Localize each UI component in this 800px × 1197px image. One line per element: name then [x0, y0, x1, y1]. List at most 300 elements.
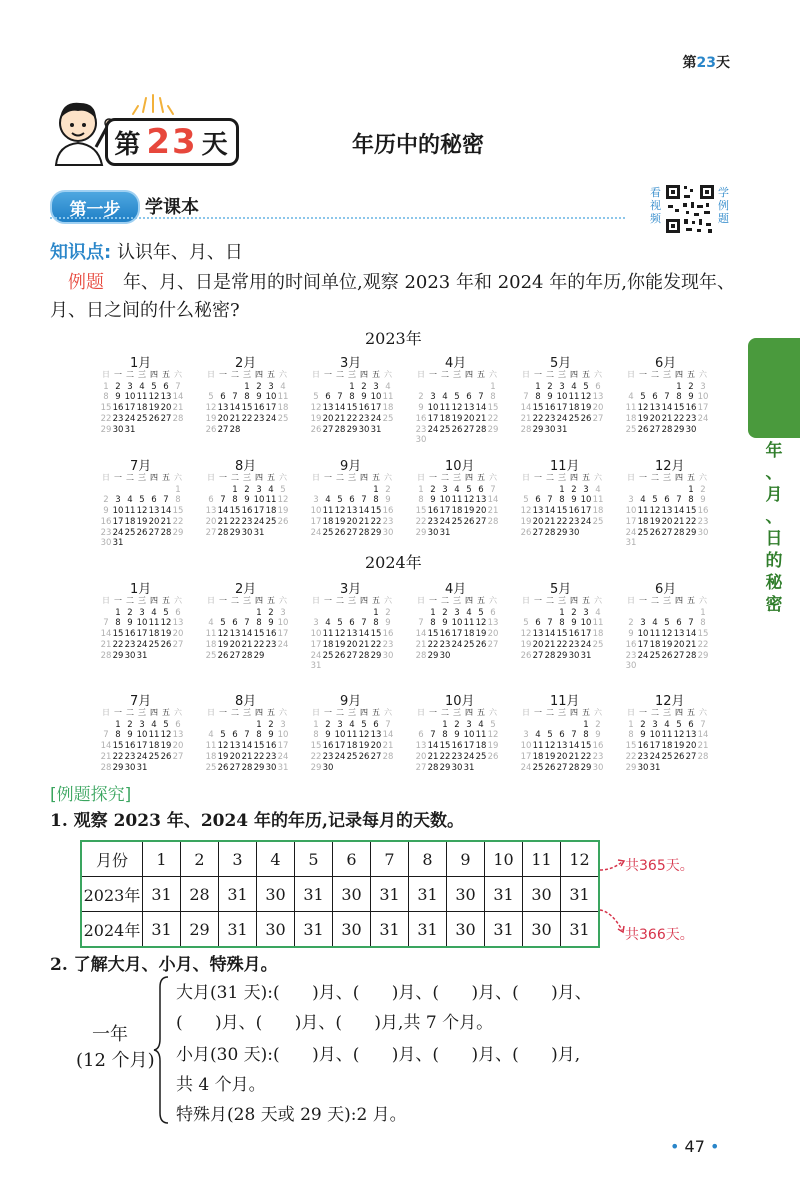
- side-tab-block: [748, 338, 800, 438]
- weekday-label: 六: [594, 473, 602, 482]
- day-cell: 9: [115, 392, 121, 403]
- day-cell: [487, 763, 499, 774]
- day-cell: 5: [490, 719, 496, 730]
- table-cell: 29: [181, 912, 219, 948]
- week-row: [310, 720, 400, 731]
- day-cell: 30: [322, 762, 334, 773]
- day-cell: 16: [382, 629, 394, 640]
- week-row: [100, 495, 190, 506]
- weekday-header: [520, 708, 610, 719]
- day-cell: [649, 485, 661, 496]
- day-cell: 13: [556, 741, 568, 752]
- day-cell: 14: [382, 730, 394, 741]
- day-cell: 15: [685, 506, 697, 517]
- side-char: 秘: [765, 573, 783, 593]
- day-cell: 3: [139, 607, 145, 618]
- day-cell: 3: [466, 719, 472, 730]
- weekday-label: 三: [348, 370, 356, 379]
- day-cell: [370, 661, 382, 672]
- day-cell: 6: [535, 618, 541, 629]
- day-cell: 31: [310, 661, 322, 672]
- day-cell: 30: [358, 424, 370, 435]
- step-pill: 第一步: [50, 190, 140, 224]
- day-cell: 11: [568, 392, 580, 403]
- day-cell: 25: [451, 516, 463, 527]
- weekday-label: 六: [384, 596, 392, 605]
- day-cell: 2: [268, 607, 274, 618]
- day-cell: 23: [382, 639, 394, 650]
- day-cell: 9: [127, 730, 133, 741]
- day-cell: 14: [661, 403, 673, 414]
- day-cell: 20: [685, 741, 697, 752]
- day-cell: 20: [673, 639, 685, 650]
- day-cell: 11: [148, 730, 160, 741]
- day-cell: [532, 485, 544, 496]
- weekday-label: 一: [114, 708, 122, 717]
- weekday-label: 一: [219, 370, 227, 379]
- table-cell: 10: [485, 841, 523, 877]
- day-cell: 7: [430, 730, 436, 741]
- day-cell: 21: [475, 413, 487, 424]
- day-cell: 16: [100, 516, 112, 527]
- day-cell: 9: [547, 392, 553, 403]
- day-cell: 6: [232, 618, 238, 629]
- day-cell: [637, 608, 649, 619]
- month-name: 2月: [235, 582, 257, 597]
- day-cell: 30: [124, 650, 136, 661]
- weekday-label: 日: [312, 370, 320, 379]
- day-cell: [322, 485, 334, 496]
- day-cell: 8: [115, 618, 121, 629]
- month-calendar: [205, 578, 295, 661]
- day-cell: [685, 608, 697, 619]
- week-row: [100, 763, 190, 774]
- day-badge: [105, 118, 239, 166]
- day-cell: 16: [124, 629, 136, 640]
- weekday-label: 三: [558, 708, 566, 717]
- day-cell: [100, 485, 112, 496]
- day-cell: 4: [595, 607, 601, 618]
- day-cell: 1: [256, 607, 262, 618]
- day-cell: [217, 382, 229, 393]
- day-cell: 22: [370, 516, 382, 527]
- day-cell: 17: [463, 741, 475, 752]
- day-cell: 17: [310, 516, 322, 527]
- answer-line-4: 共 4 个月。: [176, 1075, 266, 1095]
- qr-caption-left: 看视频: [650, 186, 661, 225]
- corner-suffix: 天: [716, 55, 730, 71]
- day-cell: 17: [136, 629, 148, 640]
- day-cell: 22: [625, 751, 637, 762]
- day-cell: 1: [373, 484, 379, 495]
- day-cell: 26: [148, 413, 160, 424]
- month-calendar: [520, 455, 610, 538]
- day-cell: 15: [415, 506, 427, 517]
- weekday-label: 三: [453, 370, 461, 379]
- day-cell: 4: [151, 719, 157, 730]
- day-cell: 9: [361, 392, 367, 403]
- day-cell: [148, 651, 160, 662]
- month-name: 4月: [445, 356, 467, 371]
- weekday-label: 一: [534, 473, 542, 482]
- day-cell: 19: [451, 413, 463, 424]
- day-cell: 14: [241, 741, 253, 752]
- day-cell: [637, 485, 649, 496]
- day-cell: 20: [172, 741, 184, 752]
- day-cell: [124, 538, 136, 549]
- day-cell: [148, 538, 160, 549]
- day-cell: [148, 485, 160, 496]
- day-cell: 14: [160, 506, 172, 517]
- day-cell: 23: [625, 650, 637, 661]
- side-char: 、: [765, 507, 783, 527]
- weekday-label: 六: [279, 473, 287, 482]
- day-cell: [382, 763, 394, 774]
- day-cell: [637, 382, 649, 393]
- weekday-header: [100, 473, 190, 484]
- day-cell: 3: [700, 381, 706, 392]
- day-cell: 14: [544, 629, 556, 640]
- day-cell: 21: [415, 639, 427, 650]
- day-cell: 23: [439, 639, 451, 650]
- week-row: [625, 485, 715, 496]
- day-cell: 21: [661, 413, 673, 424]
- table-cell: 30: [523, 877, 561, 912]
- day-cell: [277, 651, 289, 662]
- week-row: [625, 661, 715, 672]
- day-cell: 1: [244, 381, 250, 392]
- day-cell: 19: [463, 506, 475, 517]
- day-cell: 9: [571, 618, 577, 629]
- day-cell: 8: [232, 495, 238, 506]
- day-cell: 16: [112, 403, 124, 414]
- day-cell: 22: [697, 639, 709, 650]
- day-cell: 16: [637, 741, 649, 752]
- day-cell: 16: [241, 506, 253, 517]
- day-cell: 25: [439, 424, 451, 435]
- day-cell: 11: [346, 730, 358, 741]
- day-cell: 11: [439, 403, 451, 414]
- week-row: [415, 403, 505, 414]
- day-cell: 19: [160, 629, 172, 640]
- weekday-label: 四: [570, 708, 578, 717]
- table-cell: 7: [371, 841, 409, 877]
- day-cell: 12: [160, 730, 172, 741]
- day-cell: 19: [334, 516, 346, 527]
- month-name: 1月: [130, 356, 152, 371]
- weekday-label: 四: [255, 473, 263, 482]
- note-366: 共366天。: [625, 927, 694, 943]
- day-cell: 13: [160, 392, 172, 403]
- day-cell: 7: [676, 495, 682, 506]
- day-cell: [322, 382, 334, 393]
- day-cell: 3: [313, 618, 319, 629]
- day-cell: 9: [418, 403, 424, 414]
- day-cell: 5: [676, 719, 682, 730]
- day-cell: 30: [382, 650, 394, 661]
- weekday-label: 六: [279, 370, 287, 379]
- day-cell: 25: [568, 413, 580, 424]
- weekday-label: 日: [522, 708, 530, 717]
- day-cell: [160, 538, 172, 549]
- weekday-label: 二: [546, 596, 554, 605]
- day-cell: 31: [625, 538, 637, 549]
- day-cell: 4: [652, 618, 658, 629]
- day-cell: [310, 382, 322, 393]
- table-cell: 30: [447, 877, 485, 912]
- day-cell: 5: [583, 381, 589, 392]
- month-name: 12月: [655, 694, 685, 709]
- day-cell: 27: [217, 424, 229, 435]
- week-row: [310, 506, 400, 517]
- day-cell: 4: [640, 495, 646, 506]
- day-cell: [148, 425, 160, 436]
- week-row: [310, 629, 400, 640]
- day-cell: 26: [520, 650, 532, 661]
- day-cell: 8: [115, 730, 121, 741]
- weekday-label: 二: [231, 370, 239, 379]
- day-cell: 11: [592, 618, 604, 629]
- day-cell: [136, 425, 148, 436]
- month-calendar: [100, 690, 190, 773]
- answer-line-1[interactable]: 大月(31 天):( )月、( )月、( )月、( )月、: [176, 983, 592, 1003]
- day-cell: 15: [532, 403, 544, 414]
- day-cell: 5: [163, 607, 169, 618]
- week-row: [100, 506, 190, 517]
- month-name: 5月: [550, 356, 572, 371]
- weekday-label: 一: [114, 596, 122, 605]
- day-cell: 14: [334, 403, 346, 414]
- weekday-label: 五: [267, 708, 275, 717]
- day-cell: [205, 382, 217, 393]
- day-cell: 20: [205, 516, 217, 527]
- day-cell: 7: [163, 495, 169, 506]
- day-cell: 1: [115, 607, 121, 618]
- day-cell: 5: [523, 618, 529, 629]
- day-cell: 12: [451, 403, 463, 414]
- day-cell: 13: [346, 506, 358, 517]
- day-cell: 13: [148, 506, 160, 517]
- day-cell: 6: [652, 392, 658, 403]
- weekday-label: 一: [219, 473, 227, 482]
- weekday-label: 日: [312, 708, 320, 717]
- day-cell: 28: [100, 762, 112, 773]
- weekday-label: 五: [477, 708, 485, 717]
- day-cell: 10: [637, 629, 649, 640]
- week-row: [310, 414, 400, 425]
- day-cell: 9: [325, 730, 331, 741]
- day-cell: 28: [544, 527, 556, 538]
- weekday-label: 一: [219, 596, 227, 605]
- day-cell: 1: [559, 607, 565, 618]
- day-cell: 16: [124, 741, 136, 752]
- day-cell: 3: [652, 719, 658, 730]
- day-cell: 29: [370, 527, 382, 538]
- side-char: 、: [765, 463, 783, 483]
- day-cell: 28: [358, 527, 370, 538]
- table-row: [81, 877, 599, 912]
- day-cell: 20: [532, 639, 544, 650]
- weekday-label: 六: [699, 370, 707, 379]
- weekday-label: 一: [429, 370, 437, 379]
- day-cell: 6: [325, 392, 331, 403]
- day-cell: 26: [358, 751, 370, 762]
- day-cell: 24: [697, 413, 709, 424]
- weekday-label: 四: [675, 596, 683, 605]
- table-cell: 31: [371, 877, 409, 912]
- day-cell: 17: [520, 751, 532, 762]
- corner-prefix: 第: [682, 55, 697, 71]
- weekday-label: 五: [372, 370, 380, 379]
- side-tab-text: [752, 440, 796, 616]
- weekday-label: 二: [441, 596, 449, 605]
- week-row: [415, 392, 505, 403]
- table-cell: 4: [257, 841, 295, 877]
- day-cell: 6: [175, 607, 181, 618]
- day-cell: 22: [112, 639, 124, 650]
- answer-line-3[interactable]: 小月(30 天):( )月、( )月、( )月、( )月,: [176, 1045, 581, 1065]
- day-cell: 18: [322, 639, 334, 650]
- weekday-label: 四: [570, 473, 578, 482]
- day-cell: 4: [628, 392, 634, 403]
- month-name: 6月: [655, 356, 677, 371]
- day-cell: 17: [439, 506, 451, 517]
- day-cell: [685, 661, 697, 672]
- week-row: [520, 720, 610, 731]
- day-cell: 22: [673, 413, 685, 424]
- week-row: [205, 730, 295, 741]
- week-row: [310, 608, 400, 619]
- day-cell: 18: [592, 506, 604, 517]
- day-cell: 28: [217, 527, 229, 538]
- day-cell: 26: [520, 527, 532, 538]
- day-cell: 27: [556, 762, 568, 773]
- week-row: [205, 403, 295, 414]
- day-cell: 18: [148, 741, 160, 752]
- day-cell: 23: [253, 413, 265, 424]
- day-cell: 27: [229, 762, 241, 773]
- week-row: [205, 528, 295, 539]
- day-cell: 4: [466, 607, 472, 618]
- qr-code-icon[interactable]: [664, 183, 716, 235]
- day-cell: 6: [664, 495, 670, 506]
- day-cell: 27: [172, 639, 184, 650]
- day-cell: 4: [208, 618, 214, 629]
- day-cell: 21: [334, 413, 346, 424]
- month-name: 9月: [340, 459, 362, 474]
- month-name: 8月: [235, 459, 257, 474]
- day-cell: 27: [415, 762, 427, 773]
- month-calendar: [205, 352, 295, 435]
- day-cell: 28: [427, 762, 439, 773]
- day-cell: 30: [625, 661, 637, 672]
- day-cell: [358, 608, 370, 619]
- week-row: [205, 425, 295, 436]
- week-row: [100, 392, 190, 403]
- day-cell: 2: [430, 484, 436, 495]
- day-cell: 8: [349, 392, 355, 403]
- table-cell: 30: [257, 912, 295, 948]
- week-row: [310, 517, 400, 528]
- day-cell: 12: [637, 403, 649, 414]
- day-cell: [310, 485, 322, 496]
- weekday-label: 五: [372, 708, 380, 717]
- weekday-label: 一: [429, 708, 437, 717]
- day-cell: 14: [697, 730, 709, 741]
- day-cell: 9: [268, 618, 274, 629]
- day-cell: 30: [382, 527, 394, 538]
- day-cell: 7: [664, 392, 670, 403]
- day-cell: [544, 720, 556, 731]
- weekday-label: 二: [546, 473, 554, 482]
- weekday-label: 三: [138, 473, 146, 482]
- answer-line-2[interactable]: ( )月、( )月、( )月,共 7 个月。: [176, 1013, 494, 1033]
- weekday-label: 五: [687, 370, 695, 379]
- day-cell: 26: [160, 751, 172, 762]
- day-cell: 23: [568, 639, 580, 650]
- month-calendar: [625, 455, 715, 549]
- day-cell: [415, 720, 427, 731]
- table-cell: 9: [447, 841, 485, 877]
- day-cell: 7: [547, 495, 553, 506]
- day-cell: [673, 763, 685, 774]
- day-cell: [229, 382, 241, 393]
- day-cell: 14: [673, 506, 685, 517]
- day-cell: 17: [124, 403, 136, 414]
- day-cell: 30: [112, 424, 124, 435]
- weekday-label: 一: [324, 596, 332, 605]
- day-cell: 14: [100, 741, 112, 752]
- week-row: [415, 528, 505, 539]
- day-cell: [136, 485, 148, 496]
- weekday-label: 一: [639, 708, 647, 717]
- day-cell: [160, 651, 172, 662]
- day-cell: 10: [265, 392, 277, 403]
- table-cell: 31: [485, 912, 523, 948]
- weekday-label: 日: [627, 473, 635, 482]
- day-cell: 14: [475, 403, 487, 414]
- day-cell: 7: [103, 730, 109, 741]
- month-name: 3月: [340, 582, 362, 597]
- week-row: [100, 640, 190, 651]
- weekday-label: 六: [594, 596, 602, 605]
- day-cell: 15: [172, 506, 184, 517]
- weekday-label: 四: [150, 473, 158, 482]
- weekday-label: 二: [441, 370, 449, 379]
- day-cell: [451, 651, 463, 662]
- day-cell: 3: [640, 618, 646, 629]
- day-cell: 28: [229, 424, 241, 435]
- day-cell: 21: [520, 413, 532, 424]
- day-cell: 13: [475, 495, 487, 506]
- day-cell: 25: [346, 751, 358, 762]
- day-cell: 21: [427, 751, 439, 762]
- weekday-label: 四: [150, 596, 158, 605]
- week-row: [520, 506, 610, 517]
- weekday-label: 日: [522, 473, 530, 482]
- day-cell: 25: [592, 639, 604, 650]
- day-cell: 29: [532, 424, 544, 435]
- day-cell: [217, 608, 229, 619]
- day-cell: [673, 608, 685, 619]
- day-cell: [556, 720, 568, 731]
- day-cell: 1: [688, 484, 694, 495]
- day-cell: 13: [661, 506, 673, 517]
- week-row: [100, 414, 190, 425]
- month-calendar: [520, 352, 610, 435]
- weekday-label: 日: [102, 596, 110, 605]
- day-cell: [172, 763, 184, 774]
